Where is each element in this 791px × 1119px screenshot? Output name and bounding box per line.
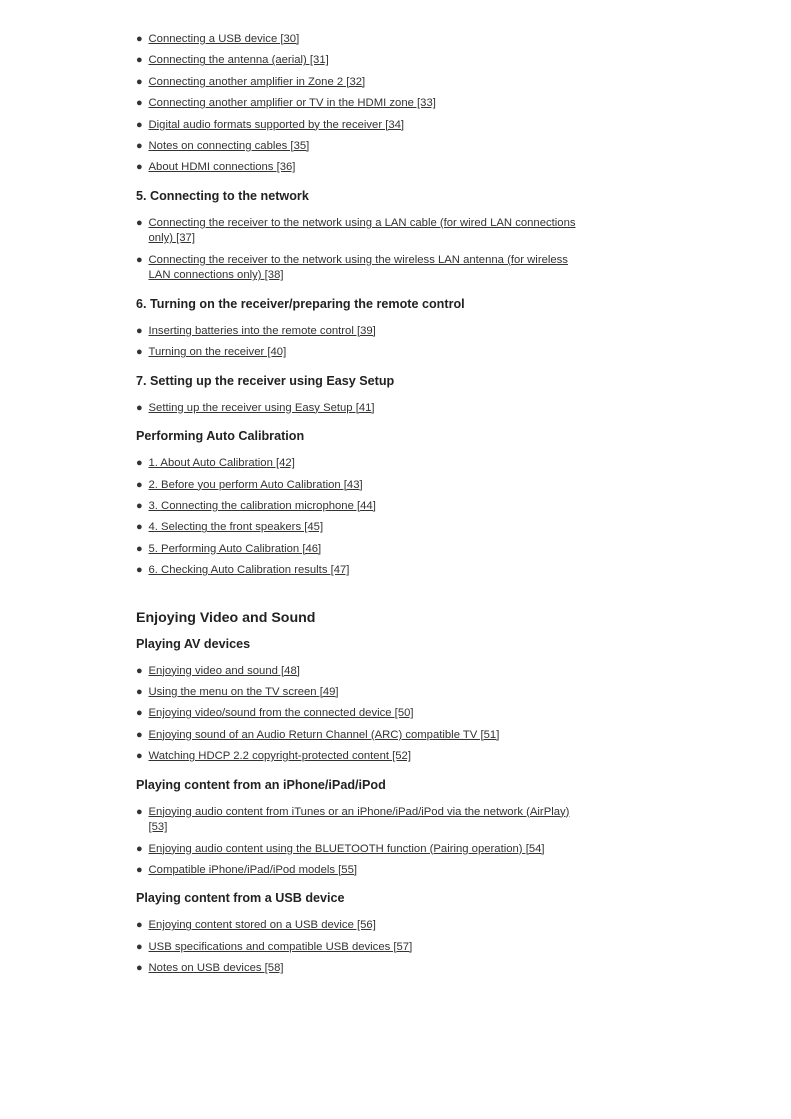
toc-link[interactable]: Digital audio formats supported by the receiver [34] <box>148 118 405 131</box>
bullet-icon: ● <box>136 564 143 577</box>
bullet-icon: ● <box>136 478 143 491</box>
toc-link[interactable]: Enjoying sound of an Audio Return Channel (ARC) compatible TV [51] <box>148 728 500 741</box>
bullet-icon: ● <box>136 457 143 470</box>
list-item <box>136 520 576 536</box>
list-item <box>136 842 576 858</box>
toc-link[interactable]: Enjoying video/sound from the connected device [50] <box>148 707 414 720</box>
list-item <box>136 961 576 977</box>
toc-link[interactable]: 5. Performing Auto Calibration [46] <box>148 542 322 555</box>
list-item <box>136 401 576 417</box>
toc-link[interactable]: About HDMI connections [36] <box>148 161 296 174</box>
toc-link[interactable]: Notes on connecting cables [35] <box>148 139 310 152</box>
toc-link[interactable]: Watching HDCP 2.2 copyright-protected content [52] <box>148 750 411 763</box>
list-item <box>136 456 576 472</box>
toc-page <box>136 32 576 983</box>
toc-link[interactable]: Connecting another amplifier in Zone 2 [32] <box>148 75 366 88</box>
bullet-icon: ● <box>136 962 143 975</box>
section-heading: 7. Setting up the receiver using Easy Setup <box>136 373 395 388</box>
list-item <box>136 542 576 558</box>
list-item <box>136 805 576 836</box>
bullet-icon: ● <box>136 97 143 110</box>
link-list <box>136 32 576 176</box>
bullet-icon: ● <box>136 664 143 677</box>
list-item <box>136 499 576 515</box>
list-item <box>136 664 576 680</box>
section-heading: Performing Auto Calibration <box>136 429 305 444</box>
list-item <box>136 96 576 112</box>
bullet-icon: ● <box>136 118 143 131</box>
link-list <box>136 401 576 417</box>
toc-link[interactable]: 2. Before you perform Auto Calibration [43] <box>148 478 363 491</box>
bullet-icon: ● <box>136 216 143 229</box>
bullet-icon: ● <box>136 253 143 266</box>
toc-link[interactable]: Connecting the antenna (aerial) [31] <box>148 54 329 67</box>
list-item <box>136 324 576 340</box>
list-item <box>136 940 576 956</box>
bullet-icon: ● <box>136 863 143 876</box>
toc-link[interactable]: Notes on USB devices [58] <box>148 962 284 975</box>
bullet-icon: ● <box>136 139 143 152</box>
toc-link[interactable]: Connecting another amplifier or TV in the HDMI zone [33] <box>148 97 436 110</box>
toc-link[interactable]: Enjoying content stored on a USB device [56] <box>148 919 376 932</box>
toc-link[interactable]: 3. Connecting the calibration microphone [44] <box>148 499 376 512</box>
bullet-icon: ● <box>136 161 143 174</box>
list-item <box>136 253 576 284</box>
bullet-icon: ● <box>136 750 143 763</box>
section-heading: Playing content from an iPhone/iPad/iPod <box>136 777 386 792</box>
list-item <box>136 139 576 155</box>
toc-link[interactable]: Setting up the receiver using Easy Setup [41] <box>148 401 375 414</box>
link-list <box>136 456 576 578</box>
toc-link[interactable]: Turning on the receiver [40] <box>148 346 287 359</box>
toc-link[interactable]: 4. Selecting the front speakers [45] <box>148 521 324 534</box>
section-heading: 6. Turning on the receiver/preparing the remote control <box>136 296 465 311</box>
bullet-icon: ● <box>136 842 143 855</box>
bullet-icon: ● <box>136 728 143 741</box>
list-item <box>136 345 576 361</box>
list-item <box>136 118 576 134</box>
list-item <box>136 685 576 701</box>
section-heading: 5. Connecting to the network <box>136 188 309 203</box>
list-item <box>136 160 576 176</box>
toc-link[interactable]: Inserting batteries into the remote control [39] <box>148 324 376 337</box>
list-item <box>136 728 576 744</box>
bullet-icon: ● <box>136 33 143 45</box>
section-heading: Playing AV devices <box>136 636 251 651</box>
list-item <box>136 75 576 91</box>
link-list <box>136 324 576 361</box>
list-item <box>136 749 576 765</box>
toc-link[interactable]: 6. Checking Auto Calibration results [47] <box>148 564 350 577</box>
list-item <box>136 863 576 879</box>
bullet-icon: ● <box>136 324 143 337</box>
bullet-icon: ● <box>136 805 143 818</box>
bullet-icon: ● <box>136 542 143 555</box>
toc-link[interactable]: Connecting a USB device [30] <box>148 33 300 45</box>
bullet-icon: ● <box>136 685 143 698</box>
toc-link[interactable]: Enjoying video and sound [48] <box>148 664 300 677</box>
toc-link[interactable]: Connecting the receiver to the network using a LAN cable (for wired LAN connections only) [37] <box>148 216 576 245</box>
link-list <box>136 805 576 879</box>
bullet-icon: ● <box>136 499 143 512</box>
chapter-title: Enjoying Video and Sound <box>136 609 316 626</box>
link-list <box>136 918 576 976</box>
link-list <box>136 216 576 284</box>
toc-link[interactable]: Enjoying audio content from iTunes or an iPhone/iPad/iPod via the network (AirPlay) [53] <box>148 805 570 834</box>
toc-link[interactable]: Compatible iPhone/iPad/iPod models [55] <box>148 863 357 876</box>
section-heading: Playing content from a USB device <box>136 891 345 906</box>
toc-link[interactable]: 1. About Auto Calibration [42] <box>148 457 295 470</box>
list-item <box>136 918 576 934</box>
bullet-icon: ● <box>136 521 143 534</box>
bullet-icon: ● <box>136 401 143 414</box>
list-item <box>136 563 576 579</box>
toc-link[interactable]: Connecting the receiver to the network using the wireless LAN antenna (for wireless LAN connections only) [38] <box>148 253 568 282</box>
bullet-icon: ● <box>136 940 143 953</box>
bullet-icon: ● <box>136 919 143 932</box>
toc-link[interactable]: USB specifications and compatible USB devices [57] <box>148 940 413 953</box>
bullet-icon: ● <box>136 346 143 359</box>
bullet-icon: ● <box>136 75 143 88</box>
list-item <box>136 706 576 722</box>
toc-link[interactable]: Enjoying audio content using the BLUETOOTH function (Pairing operation) [54] <box>148 842 545 855</box>
toc-link[interactable]: Using the menu on the TV screen [49] <box>148 685 339 698</box>
list-item <box>136 216 576 247</box>
link-list <box>136 664 576 765</box>
bullet-icon: ● <box>136 707 143 720</box>
bullet-icon: ● <box>136 54 143 67</box>
list-item <box>136 53 576 69</box>
list-item <box>136 32 576 48</box>
list-item <box>136 478 576 494</box>
